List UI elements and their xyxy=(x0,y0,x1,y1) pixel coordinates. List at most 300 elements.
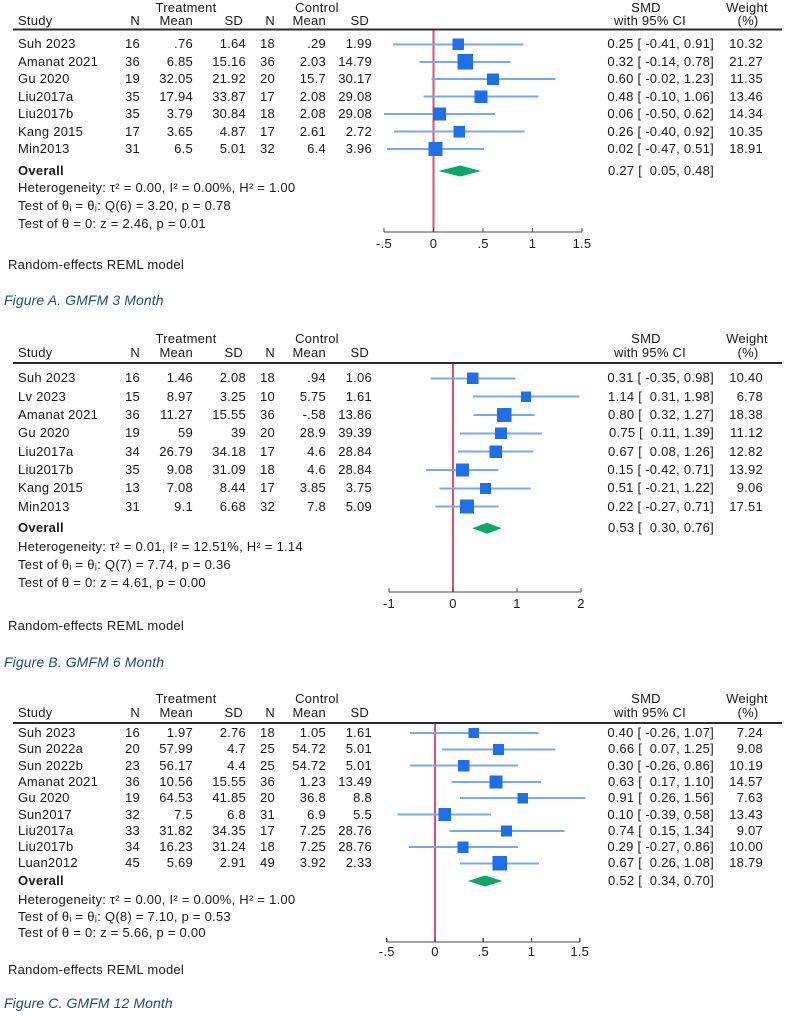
treatment-n: 36 xyxy=(125,53,140,69)
study-name: Amanat 2021 xyxy=(18,773,99,789)
col-header-with-ci: with 95% CI xyxy=(613,345,687,360)
overall-smd-value: 0.27 [ 0.05, 0.48] xyxy=(608,163,714,178)
weight-value: 18.79 xyxy=(729,855,763,871)
col-header-weight: Weight xyxy=(726,331,768,346)
weight-value: 7.24 xyxy=(736,725,763,740)
control-mean: 2.08 xyxy=(299,106,326,122)
study-name: Sun 2022b xyxy=(18,757,84,773)
study-name: Min2013 xyxy=(18,141,70,156)
control-n: 25 xyxy=(260,741,275,757)
col-header-control-mean: Mean xyxy=(292,345,326,360)
effect-size-square xyxy=(452,39,464,51)
control-mean: .94 xyxy=(307,370,326,386)
control-mean: 36.8 xyxy=(299,790,326,806)
control-n: 18 xyxy=(260,370,275,386)
control-sd: 29.08 xyxy=(338,88,372,104)
treatment-n: 31 xyxy=(125,498,140,514)
treatment-sd: 6.68 xyxy=(219,498,246,514)
control-mean: 5.75 xyxy=(299,388,326,404)
col-header-treatment-mean: Mean xyxy=(159,705,193,720)
control-sd: 8.8 xyxy=(353,790,372,806)
effect-size-square xyxy=(521,391,531,401)
axis-tick-label: 1 xyxy=(513,596,521,611)
study-name: Kang 2015 xyxy=(18,123,84,139)
control-mean: 2.03 xyxy=(299,53,326,69)
treatment-n: 19 xyxy=(125,425,140,441)
treatment-mean: 3.79 xyxy=(166,106,193,122)
col-header-weight: Weight xyxy=(726,0,768,15)
control-n: 17 xyxy=(260,822,275,838)
effect-size-square xyxy=(456,464,469,477)
effect-size-square xyxy=(475,90,488,103)
treatment-n: 20 xyxy=(125,741,140,757)
forest-panel-gmfm-3-month xyxy=(0,0,785,330)
treatment-mean: 31.82 xyxy=(159,822,193,838)
control-mean: 15.7 xyxy=(299,71,326,87)
control-n: 49 xyxy=(260,855,275,871)
control-sd: 2.72 xyxy=(345,123,372,139)
weight-value: 11.35 xyxy=(730,71,763,87)
effect-size-square xyxy=(457,841,468,852)
col-header-treatment-sd: SD xyxy=(224,705,243,720)
treatment-sd: 8.44 xyxy=(219,480,246,496)
control-sd: 28.76 xyxy=(338,822,372,838)
significance-test-stats: Test of θ = 0: z = 5.66, p = 0.00 xyxy=(18,925,206,940)
control-n: 17 xyxy=(260,443,275,459)
control-sd: 1.99 xyxy=(345,36,372,52)
control-sd: 5.5 xyxy=(353,806,372,822)
weight-value: 10.40 xyxy=(729,370,763,386)
col-header-weight-pct: (%) xyxy=(737,13,759,28)
smd-ci-value: 0.40 [ -0.26, 1.07] xyxy=(607,725,714,740)
control-mean: 4.6 xyxy=(307,462,326,477)
control-sd: 28.76 xyxy=(338,839,372,855)
weight-value: 14.57 xyxy=(729,773,763,789)
treatment-n: 15 xyxy=(125,388,140,404)
col-header-treatment-n: N xyxy=(130,705,140,720)
axis-tick-label: 0 xyxy=(431,944,439,959)
overall-label: Overall xyxy=(18,163,64,178)
treatment-n: 13 xyxy=(125,480,140,496)
treatment-sd: 6.8 xyxy=(227,806,246,822)
heterogeneity-stats: Heterogeneity: τ² = 0.00, I² = 0.00%, H² = 1.00 xyxy=(18,180,296,195)
study-name: Lv 2023 xyxy=(18,388,67,404)
effect-size-square xyxy=(458,760,469,771)
control-sd: 29.08 xyxy=(338,106,372,122)
control-sd: 5.01 xyxy=(345,757,372,773)
study-name: Amanat 2021 xyxy=(18,406,99,422)
control-mean: 2.61 xyxy=(299,123,326,139)
treatment-sd: 15.55 xyxy=(212,773,246,789)
treatment-sd: 2.08 xyxy=(219,370,246,386)
treatment-sd: 34.18 xyxy=(212,443,246,459)
weight-value: 7.63 xyxy=(736,790,763,806)
smd-ci-value: 0.22 [ -0.27, 0.71] xyxy=(607,498,714,514)
effect-size-square xyxy=(489,775,502,788)
weight-value: 10.00 xyxy=(729,839,763,855)
control-sd: 28.84 xyxy=(338,462,372,477)
weight-value: 10.32 xyxy=(729,36,763,52)
study-name: Suh 2023 xyxy=(18,725,76,740)
study-name: Min2013 xyxy=(18,498,70,514)
study-name: Liu2017a xyxy=(18,443,74,459)
control-sd: 39.39 xyxy=(338,425,372,441)
axis-tick-label: 1 xyxy=(528,236,537,251)
effect-size-square xyxy=(480,483,491,494)
smd-ci-value: 0.10 [ -0.39, 0.58] xyxy=(607,806,714,822)
control-sd: 30.17 xyxy=(338,71,372,87)
weight-value: 10.19 xyxy=(729,757,763,773)
treatment-n: 19 xyxy=(125,790,140,806)
treatment-mean: 11.27 xyxy=(160,406,193,422)
group-header-treatment: Treatment xyxy=(155,691,217,706)
study-name: Sun 2022a xyxy=(18,741,84,757)
control-n: 20 xyxy=(260,425,275,441)
smd-ci-value: 0.31 [ -0.35, 0.98] xyxy=(607,370,714,386)
treatment-sd: 4.7 xyxy=(227,741,246,757)
treatment-mean: 7.5 xyxy=(174,806,193,822)
control-mean: 2.08 xyxy=(299,88,326,104)
control-mean: 7.25 xyxy=(299,822,326,838)
control-mean: 4.6 xyxy=(307,443,326,459)
treatment-n: 16 xyxy=(125,370,140,386)
forest-panel-gmfm-12-month xyxy=(0,690,785,1016)
treatment-sd: 31.24 xyxy=(212,839,246,855)
treatment-n: 34 xyxy=(125,443,140,459)
weight-value: 14.34 xyxy=(729,106,763,122)
col-header-control-sd: SD xyxy=(350,705,369,720)
col-header-smd: SMD xyxy=(631,0,661,15)
control-n: 17 xyxy=(260,480,275,496)
treatment-mean: 5.69 xyxy=(166,855,193,871)
treatment-sd: 5.01 xyxy=(219,141,246,156)
control-sd: 13.49 xyxy=(338,773,372,789)
smd-ci-value: 0.67 [ 0.26, 1.08] xyxy=(608,855,714,871)
smd-ci-value: 0.15 [ -0.42, 0.71] xyxy=(607,462,714,477)
homogeneity-test-stats: Test of θᵢ = θⱼ: Q(8) = 7.10, p = 0.53 xyxy=(18,908,231,924)
col-header-with-ci: with 95% CI xyxy=(613,705,687,720)
effect-size-square xyxy=(438,808,451,821)
weight-value: 9.06 xyxy=(736,480,763,496)
treatment-n: 32 xyxy=(125,806,140,822)
treatment-sd: 21.92 xyxy=(212,71,246,87)
effect-size-square xyxy=(490,445,502,457)
treatment-n: 31 xyxy=(125,141,140,156)
col-header-weight-pct: (%) xyxy=(737,705,759,720)
control-sd: 1.61 xyxy=(345,725,372,740)
weight-value: 10.35 xyxy=(729,123,763,139)
col-header-treatment-n: N xyxy=(130,13,140,28)
treatment-mean: 57.99 xyxy=(159,741,193,757)
control-mean: 6.9 xyxy=(307,806,326,822)
col-header-with-ci: with 95% CI xyxy=(613,13,687,28)
control-mean: 7.25 xyxy=(299,839,326,855)
weight-value: 17.51 xyxy=(729,498,763,514)
study-name: Liu2017b xyxy=(18,462,74,477)
overall-label: Overall xyxy=(18,873,64,888)
weight-value: 18.91 xyxy=(729,141,763,156)
weight-value: 12.82 xyxy=(729,443,763,459)
col-header-study: Study xyxy=(18,705,53,720)
smd-ci-value: 0.67 [ 0.08, 1.26] xyxy=(608,443,714,459)
control-n: 25 xyxy=(260,757,275,773)
treatment-n: 35 xyxy=(125,88,140,104)
smd-ci-value: 0.80 [ 0.32, 1.27] xyxy=(608,406,714,422)
col-header-control-sd: SD xyxy=(350,345,369,360)
col-header-study: Study xyxy=(18,13,53,28)
control-sd: 28.84 xyxy=(338,443,372,459)
treatment-mean: 26.79 xyxy=(159,443,193,459)
control-mean: 1.23 xyxy=(299,773,326,789)
control-n: 17 xyxy=(260,88,275,104)
study-name: Liu2017a xyxy=(18,822,74,838)
treatment-sd: 4.87 xyxy=(219,123,246,139)
study-name: Liu2017b xyxy=(18,106,74,122)
heterogeneity-stats: Heterogeneity: τ² = 0.01, I² = 12.51%, H² = 1.14 xyxy=(18,539,303,554)
effect-size-square xyxy=(433,108,446,121)
model-note: Random-effects REML model xyxy=(8,257,185,272)
control-n: 18 xyxy=(260,725,275,740)
axis-tick-label: 1.5 xyxy=(572,236,592,251)
col-header-treatment-mean: Mean xyxy=(159,345,193,360)
effect-size-square xyxy=(501,825,512,836)
treatment-n: 23 xyxy=(125,757,140,773)
treatment-mean: 3.65 xyxy=(166,123,193,139)
smd-ci-value: 0.66 [ 0.07, 1.25] xyxy=(608,741,714,757)
control-n: 32 xyxy=(260,141,275,156)
overall-smd-value: 0.53 [ 0.30, 0.76] xyxy=(608,520,714,536)
group-header-treatment: Treatment xyxy=(155,331,217,346)
study-name: Luan2012 xyxy=(18,855,78,871)
axis-tick-label: .5 xyxy=(477,944,489,959)
treatment-n: 16 xyxy=(125,36,140,52)
effect-size-square xyxy=(453,126,465,138)
treatment-n: 34 xyxy=(125,839,140,855)
control-n: 31 xyxy=(260,806,275,822)
effect-size-square xyxy=(460,500,474,514)
col-header-control-n: N xyxy=(265,13,275,28)
group-header-control: Control xyxy=(295,691,339,706)
effect-size-square xyxy=(518,793,529,804)
homogeneity-test-stats: Test of θᵢ = θⱼ: Q(6) = 3.20, p = 0.78 xyxy=(18,198,231,213)
treatment-sd: 34.35 xyxy=(212,822,246,838)
col-header-control-mean: Mean xyxy=(292,13,326,28)
weight-value: 13.46 xyxy=(729,88,763,104)
heterogeneity-stats: Heterogeneity: τ² = 0.00, I² = 0.00%, H² = 1.00 xyxy=(18,892,296,907)
control-mean: 6.4 xyxy=(307,141,326,156)
control-mean: 7.8 xyxy=(307,498,326,514)
treatment-sd: 15.55 xyxy=(212,406,246,422)
overall-label: Overall xyxy=(18,520,64,536)
treatment-mean: 6.85 xyxy=(166,53,193,69)
col-header-treatment-mean: Mean xyxy=(159,13,193,28)
treatment-n: 35 xyxy=(125,462,140,477)
treatment-sd: 1.64 xyxy=(219,36,246,52)
group-header-control: Control xyxy=(295,0,339,15)
control-sd: 3.75 xyxy=(345,480,372,496)
overall-diamond xyxy=(472,523,501,534)
smd-ci-value: 0.75 [ 0.11, 1.39] xyxy=(609,425,714,441)
treatment-n: 19 xyxy=(125,71,140,87)
col-header-treatment-sd: SD xyxy=(224,13,243,28)
weight-value: 9.07 xyxy=(736,822,763,838)
treatment-n: 16 xyxy=(125,725,140,740)
overall-diamond xyxy=(468,876,503,887)
treatment-mean: 10.56 xyxy=(159,773,193,789)
treatment-mean: 1.46 xyxy=(166,370,193,386)
col-header-smd: SMD xyxy=(631,691,661,706)
treatment-sd: 15.16 xyxy=(212,53,246,69)
figure-caption: Figure A. GMFM 3 Month xyxy=(4,292,164,308)
axis-tick-label: -.5 xyxy=(378,944,395,959)
axis-tick-label: 2 xyxy=(577,596,585,611)
control-sd: 13.86 xyxy=(338,406,372,422)
col-header-study: Study xyxy=(18,345,53,360)
model-note: Random-effects REML model xyxy=(8,962,185,977)
col-header-control-sd: SD xyxy=(350,13,369,28)
axis-tick-label: -1 xyxy=(382,596,396,611)
col-header-weight: Weight xyxy=(726,691,768,706)
axis-tick-label: 0 xyxy=(449,596,457,611)
treatment-sd: 31.09 xyxy=(212,462,246,477)
smd-ci-value: 0.02 [ -0.47, 0.51] xyxy=(607,141,714,156)
treatment-sd: 2.91 xyxy=(219,855,246,871)
study-name: Suh 2023 xyxy=(18,370,76,386)
control-n: 20 xyxy=(260,71,275,87)
control-n: 18 xyxy=(260,36,275,52)
control-n: 32 xyxy=(260,498,275,514)
axis-tick-label: 1 xyxy=(527,944,536,959)
study-name: Liu2017b xyxy=(18,839,74,855)
control-mean: 1.05 xyxy=(299,725,326,740)
treatment-mean: 7.08 xyxy=(166,480,193,496)
axis-tick-label: 0 xyxy=(429,236,438,251)
smd-ci-value: 0.63 [ 0.17, 1.10] xyxy=(608,773,714,789)
effect-size-square xyxy=(497,408,511,422)
model-note: Random-effects REML model xyxy=(8,618,185,633)
treatment-n: 36 xyxy=(125,773,140,789)
axis-tick-label: .5 xyxy=(477,236,489,251)
treatment-mean: 6.5 xyxy=(174,141,193,156)
smd-ci-value: 0.74 [ 0.15, 1.34] xyxy=(608,822,714,838)
control-mean: 3.85 xyxy=(299,480,326,496)
control-n: 36 xyxy=(260,406,275,422)
treatment-mean: 9.1 xyxy=(174,498,193,514)
study-name: Gu 2020 xyxy=(18,425,70,441)
effect-size-square xyxy=(458,54,473,69)
control-sd: 1.61 xyxy=(345,388,372,404)
study-name: Gu 2020 xyxy=(18,790,70,806)
control-n: 18 xyxy=(260,839,275,855)
col-header-weight-pct: (%) xyxy=(737,345,759,360)
effect-size-square xyxy=(428,142,442,156)
control-sd: 5.01 xyxy=(345,741,372,757)
smd-ci-value: 0.26 [ -0.40, 0.92] xyxy=(607,123,714,139)
control-sd: 3.96 xyxy=(345,141,372,156)
treatment-mean: 17.94 xyxy=(159,88,193,104)
weight-value: 13.43 xyxy=(729,806,763,822)
study-name: Amanat 2021 xyxy=(18,53,99,69)
effect-size-square xyxy=(468,728,478,738)
treatment-mean: 59 xyxy=(178,425,193,441)
weight-value: 11.12 xyxy=(730,425,763,441)
study-name: Sun2017 xyxy=(18,806,72,822)
overall-diamond xyxy=(438,166,481,177)
treatment-mean: 56.17 xyxy=(159,757,193,773)
treatment-sd: 41.85 xyxy=(212,790,246,806)
study-name: Liu2017a xyxy=(18,88,74,104)
treatment-mean: 1.97 xyxy=(166,725,193,740)
study-name: Kang 2015 xyxy=(18,480,84,496)
control-n: 18 xyxy=(260,462,275,477)
smd-ci-value: 0.25 [ -0.41, 0.91] xyxy=(607,36,714,52)
control-mean: 54.72 xyxy=(292,741,326,757)
col-header-smd: SMD xyxy=(631,331,661,346)
smd-ci-value: 0.51 [ -0.21, 1.22] xyxy=(607,480,714,496)
col-header-treatment-sd: SD xyxy=(224,345,243,360)
effect-size-square xyxy=(492,856,506,870)
treatment-mean: 8.97 xyxy=(166,388,193,404)
overall-smd-value: 0.52 [ 0.34, 0.70] xyxy=(608,873,714,888)
group-header-treatment: Treatment xyxy=(155,0,217,15)
treatment-sd: 39 xyxy=(231,425,246,441)
control-sd: 14.79 xyxy=(338,53,372,69)
significance-test-stats: Test of θ = 0: z = 4.61, p = 0.00 xyxy=(18,575,206,590)
control-sd: 2.33 xyxy=(345,855,372,871)
axis-tick-label: -.5 xyxy=(376,236,392,251)
smd-ci-value: 0.30 [ -0.26, 0.86] xyxy=(607,757,714,773)
weight-value: 18.38 xyxy=(729,406,763,422)
control-n: 10 xyxy=(260,388,275,404)
effect-size-square xyxy=(467,373,479,385)
figure-caption: Figure B. GMFM 6 Month xyxy=(4,654,165,670)
smd-ci-value: 0.06 [ -0.50, 0.62] xyxy=(607,106,714,122)
weight-value: 21.27 xyxy=(729,53,763,69)
study-name: Suh 2023 xyxy=(18,36,76,52)
control-mean: 28.9 xyxy=(299,425,326,441)
smd-ci-value: 0.32 [ -0.14, 0.78] xyxy=(607,53,714,69)
treatment-n: 35 xyxy=(125,106,140,122)
treatment-sd: 30.84 xyxy=(212,106,246,122)
treatment-n: 17 xyxy=(125,123,140,139)
control-n: 18 xyxy=(260,106,275,122)
col-header-control-mean: Mean xyxy=(292,705,326,720)
smd-ci-value: 0.48 [ -0.10, 1.06] xyxy=(607,88,714,104)
treatment-mean: 64.53 xyxy=(159,790,193,806)
effect-size-square xyxy=(487,73,499,85)
control-sd: 1.06 xyxy=(345,370,372,386)
weight-value: 13.92 xyxy=(729,462,763,477)
control-n: 36 xyxy=(260,773,275,789)
homogeneity-test-stats: Test of θᵢ = θⱼ: Q(7) = 7.74, p = 0.36 xyxy=(18,557,231,572)
treatment-n: 36 xyxy=(125,406,140,422)
smd-ci-value: 0.60 [ -0.02, 1.23] xyxy=(607,71,714,87)
treatment-mean: 32.05 xyxy=(159,71,193,87)
axis-tick-label: 1.5 xyxy=(570,944,590,959)
treatment-mean: 9.08 xyxy=(166,462,193,477)
control-n: 20 xyxy=(260,790,275,806)
treatment-mean: .76 xyxy=(174,36,193,52)
col-header-treatment-n: N xyxy=(130,345,140,360)
control-mean: .29 xyxy=(307,36,326,52)
control-sd: 5.09 xyxy=(345,498,372,514)
treatment-sd: 33.87 xyxy=(212,88,246,104)
smd-ci-value: 0.29 [ -0.27, 0.86] xyxy=(607,839,714,855)
control-mean: 3.92 xyxy=(299,855,326,871)
effect-size-square xyxy=(493,744,504,755)
effect-size-square xyxy=(495,427,507,439)
control-n: 36 xyxy=(260,53,275,69)
